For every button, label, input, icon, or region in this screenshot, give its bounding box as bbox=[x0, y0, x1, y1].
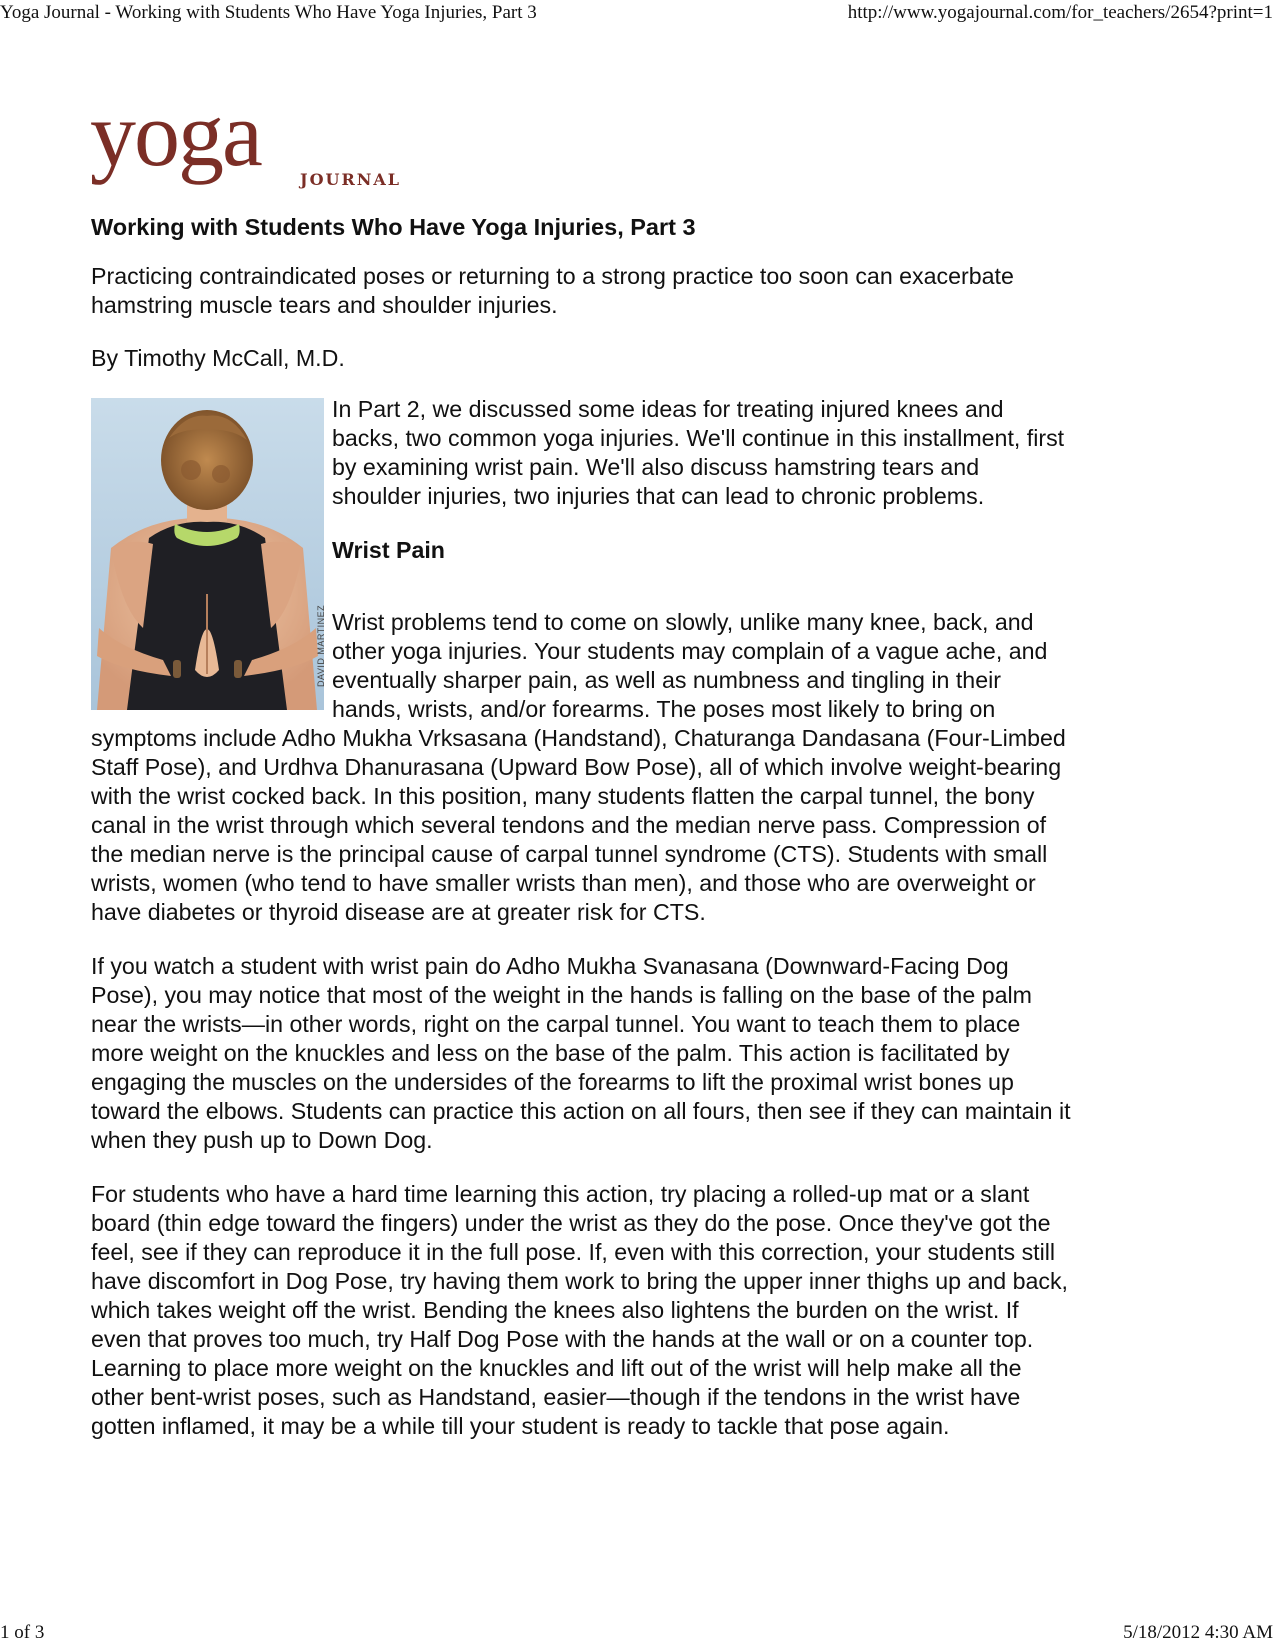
section-heading-wrist-pain: Wrist Pain bbox=[332, 537, 445, 563]
article-photo bbox=[91, 398, 324, 710]
page-count: 1 of 3 bbox=[0, 1622, 45, 1643]
print-timestamp: 5/18/2012 4:30 AM bbox=[1123, 1622, 1273, 1643]
article-title: Working with Students Who Have Yoga Injuries, Part 3 bbox=[91, 214, 696, 240]
article-paragraph: Wrist problems tend to come on slowly, unlike many knee, back, and other yoga injuries. Your students may complain of a vague ache, and eventually sharper pain, as well as numbness and tingling in their hands, wrists, and/or forearms. The poses most likely to bring on symptoms include Adho Mukha Vrksasana (Handstand), Chaturanga Dandasana (Four-Limbed Staff Pose), and Urdhva Dhanurasana (Upward Bow Pose), all of which involve weight-bearing with the wrist cocked back. In this position, many students flatten the carpal tunnel, the bony canal in the wrist through which several tendons and the median nerve pass. Compression of the median nerve is the principal cause of carpal tunnel syndrome (CTS). Students with small wrists, women (who tend to have smaller wrists than men), and those who are overweight or have diabetes or thyroid disease are at greater risk for CTS. bbox=[91, 609, 1066, 925]
article-intro: In Part 2, we discussed some ideas for treating injured knees and backs, two common yoga injuries. We'll continue in this installment, first by examining wrist pain. We'll also discuss hamstring tears and shoulder injuries, two injuries that can lead to chronic problems. bbox=[332, 396, 1065, 509]
article bbox=[91, 212, 1071, 1466]
article-paragraph: For students who have a hard time learning this action, try placing a rolled-up mat or a slant board (thin edge toward the fingers) under the wrist as they do the pose. Once they've got the feel, see if they can reproduce it in the full pose. If, even with this correction, your students still have discomfort in Dog Pose, try having them work to bring the upper inner thighs up and back, which takes weight off the wrist. Bending the knees also lightens the burden on the wrist. If even that proves too much, try Half Dog Pose with the hands at the wall or on a counter top. Learning to place more weight on the knuckles and lift out of the wrist will help make all the other bent-wrist poses, such as Handstand, easier—though if the tendons in the wrist have gotten inflamed, it may be a while till your student is ready to tackle that pose again. bbox=[91, 1181, 1068, 1439]
print-header-title: Yoga Journal - Working with Students Who Have Yoga Injuries, Part 3 bbox=[0, 2, 537, 23]
article-byline: By Timothy McCall, M.D. bbox=[91, 345, 345, 371]
yoga-journal-logo[interactable] bbox=[90, 83, 402, 202]
yoga-pose-photo-image bbox=[91, 398, 324, 710]
print-header-url[interactable]: http://www.yogajournal.com/for_teachers/2654?print=1 bbox=[847, 2, 1273, 23]
article-paragraph: If you watch a student with wrist pain do Adho Mukha Svanasana (Downward-Facing Dog Pose), you may notice that most of the weight in the hands is falling on the base of the palm near the wrists—in other words, right on the carpal tunnel. You want to teach them to place more weight on the knuckles and less on the base of the palm. This action is facilitated by engaging the muscles on the undersides of the forearms to lift the proximal wrist bones up toward the elbows. Students can practice this action on all fours, then see if they can maintain it when they push up to Down Dog. bbox=[91, 953, 1071, 1153]
article-deck: Practicing contraindicated poses or returning to a strong practice too soon can exacerbate hamstring muscle tears and shoulder injuries. bbox=[91, 263, 1014, 318]
logo-subword: JOURNAL bbox=[300, 170, 402, 189]
logo-word: yoga bbox=[90, 83, 261, 185]
photo-credit: DAVID MARTINEZ bbox=[316, 604, 326, 687]
